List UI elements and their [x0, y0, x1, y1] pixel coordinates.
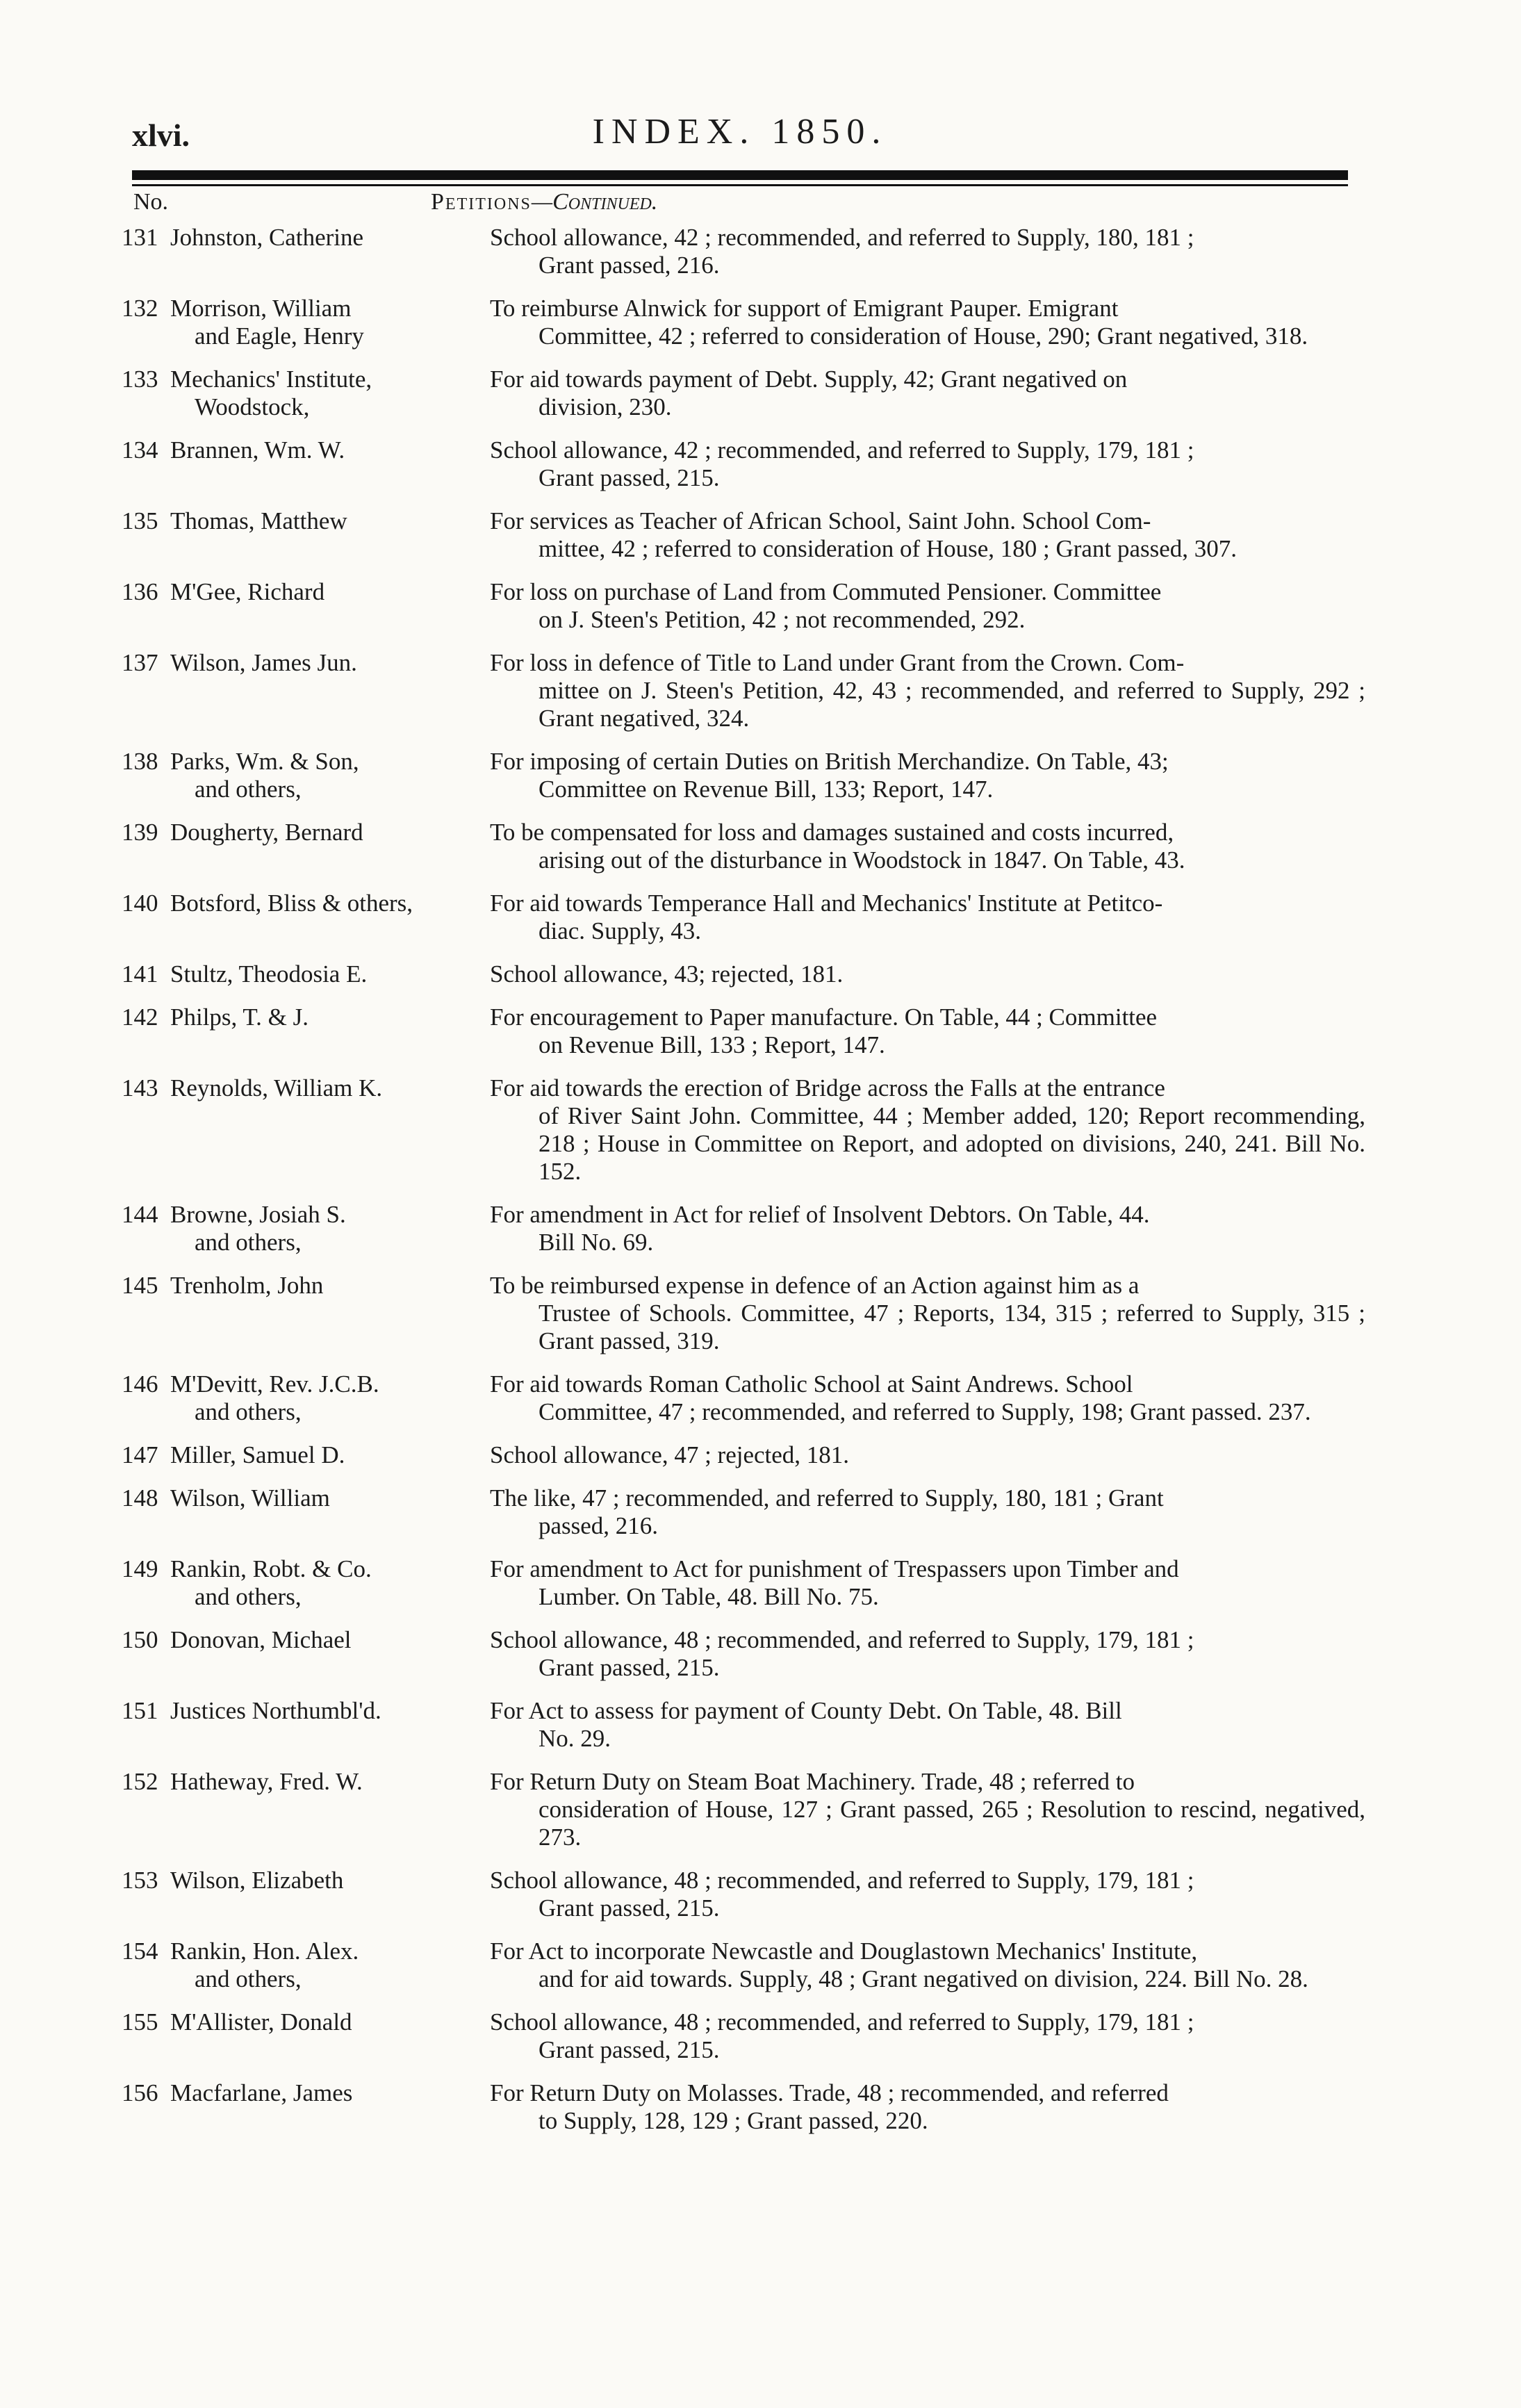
entry-number: 135 [122, 507, 158, 534]
petition-description-line: Committee on Revenue Bill, 133; Report, 147. [538, 776, 994, 803]
list-item [122, 1867, 1365, 1922]
petition-description [490, 1441, 1365, 1469]
petitioner-name-line: Browne, Josiah S. [170, 1201, 346, 1228]
petition-description [490, 748, 1365, 803]
petition-description [490, 890, 1365, 945]
entry-number: 156 [122, 2079, 158, 2106]
petitioner-name-line: Rankin, Robt. & Co. [170, 1555, 372, 1582]
petition-description [490, 295, 1365, 350]
petitioner-name-line: Stultz, Theodosia E. [170, 960, 368, 988]
entry-number: 152 [122, 1768, 158, 1795]
petition-description-line: School allowance, 48 ; recommended, and referred to Supply, 179, 181 ; [490, 1867, 1194, 1894]
list-item [122, 960, 1365, 988]
petition-description-line: Lumber. On Table, 48. Bill No. 75. [538, 1583, 879, 1610]
petition-description-line: Grant passed, 215. [538, 464, 720, 491]
petition-description [490, 578, 1365, 634]
petitioner-name-line: and others, [195, 1229, 302, 1256]
petitioner-name [170, 295, 490, 350]
petition-description-line: Committee, 47 ; recommended, and referred to Supply, 198; Grant passed. 237. [538, 1398, 1311, 1425]
petition-description-line: No. 29. [538, 1725, 611, 1752]
petitioner-name [170, 1555, 490, 1611]
petitioner-name [170, 1272, 490, 1355]
entry-number: 141 [122, 960, 158, 988]
petition-description-line: For Return Duty on Steam Boat Machinery. Trade, 48 ; referred to [490, 1768, 1135, 1795]
list-item [122, 507, 1365, 563]
petition-description-line: School allowance, 48 ; recommended, and referred to Supply, 179, 181 ; [490, 2008, 1194, 2036]
petitioner-name-line: M'Gee, Richard [170, 578, 325, 605]
petitioner-name-line: and others, [195, 1965, 302, 1992]
petitioner-name-line: Miller, Samuel D. [170, 1441, 345, 1468]
petitioner-name [170, 960, 490, 988]
entry-number: 154 [122, 1938, 158, 1965]
petitioner-name [170, 1626, 490, 1682]
petitioner-name-line: and others, [195, 776, 302, 803]
petition-description-line: For services as Teacher of African School, Saint John. School Com- [490, 507, 1151, 534]
petition-description [490, 1768, 1365, 1851]
entry-number: 140 [122, 890, 158, 917]
list-item [122, 1074, 1365, 1186]
entry-number: 153 [122, 1867, 158, 1894]
section-heading [431, 189, 657, 215]
entry-number: 138 [122, 748, 158, 775]
petition-description-line: For amendment to Act for punishment of Trespassers upon Timber and [490, 1555, 1179, 1582]
entry-number: 139 [122, 819, 158, 846]
petitioner-name [170, 1201, 490, 1256]
list-item [122, 649, 1365, 732]
petition-description-line: consideration of House, 127 ; Grant passed, 265 ; Resolution to rescind, negatived, 273. [538, 1796, 1365, 1851]
entry-number: 151 [122, 1697, 158, 1724]
petition-description-line: For loss on purchase of Land from Commuted Pensioner. Committee [490, 578, 1162, 605]
petitioner-name-line: Reynolds, William K. [170, 1074, 383, 1101]
petitioner-name [170, 366, 490, 421]
petition-description-line: Grant passed, 215. [538, 1894, 720, 1922]
entry-number: 148 [122, 1484, 158, 1512]
petitioner-name-line: Macfarlane, James [170, 2079, 353, 2106]
entry-number: 155 [122, 2008, 158, 2036]
petition-description-line: For amendment in Act for relief of Insolvent Debtors. On Table, 44. [490, 1201, 1150, 1228]
list-item [122, 748, 1365, 803]
petitioner-name-line: Mechanics' Institute, [170, 366, 372, 393]
petitioner-name-line: Trenholm, John [170, 1272, 324, 1299]
list-item [122, 1441, 1365, 1469]
petition-description [490, 2079, 1365, 2135]
petitioner-name [170, 1004, 490, 1059]
list-item [122, 295, 1365, 350]
petitioner-name [170, 1697, 490, 1753]
petition-description [490, 819, 1365, 874]
entry-number: 147 [122, 1441, 158, 1468]
petitioner-name-line: Wilson, Elizabeth [170, 1867, 344, 1894]
petition-description-line: For Return Duty on Molasses. Trade, 48 ; recommended, and referred [490, 2079, 1169, 2106]
entry-number: 142 [122, 1004, 158, 1031]
entry-number: 143 [122, 1074, 158, 1101]
petition-description-line: diac. Supply, 43. [538, 917, 701, 944]
header-rule-thick [132, 170, 1348, 180]
petition-description-line: For encouragement to Paper manufacture. On Table, 44 ; Committee [490, 1004, 1158, 1031]
petitioner-name-line: Rankin, Hon. Alex. [170, 1938, 359, 1965]
petition-description-line: The like, 47 ; recommended, and referred to Supply, 180, 181 ; Grant [490, 1484, 1164, 1512]
entry-number: 134 [122, 436, 158, 464]
petition-list [122, 224, 1365, 2150]
petitioner-name-line: Wilson, James Jun. [170, 649, 357, 676]
petitioner-name-line: Woodstock, [195, 393, 310, 420]
petitioner-name-line: Wilson, William [170, 1484, 330, 1512]
petitioner-name-line: Philps, T. & J. [170, 1004, 309, 1031]
petitioner-name-line: Justices Northumbl'd. [170, 1697, 381, 1724]
petitioner-name-line: Parks, Wm. & Son, [170, 748, 359, 775]
petitioner-name [170, 224, 490, 279]
list-item [122, 1201, 1365, 1256]
page-number: xlvi. [132, 117, 190, 153]
petition-description [490, 366, 1365, 421]
list-item [122, 1484, 1365, 1540]
petition-description-line: Grant passed, 215. [538, 1654, 720, 1681]
petitioner-name [170, 649, 490, 732]
petition-description [490, 649, 1365, 732]
petitioner-name-line: and others, [195, 1398, 302, 1425]
petitioner-name-line: Dougherty, Bernard [170, 819, 363, 846]
page-title: INDEX. 1850. [592, 112, 888, 151]
petition-description [490, 2008, 1365, 2064]
petition-description-line: on J. Steen's Petition, 42 ; not recommended, 292. [538, 606, 1026, 633]
list-item [122, 436, 1365, 492]
petition-description-line: To be reimbursed expense in defence of an Action against him as a [490, 1272, 1140, 1299]
petition-description [490, 1370, 1365, 1426]
petition-description-line: division, 230. [538, 393, 672, 420]
petition-description-line: For Act to incorporate Newcastle and Douglastown Mechanics' Institute, [490, 1938, 1198, 1965]
petitioner-name-line: Johnston, Catherine [170, 224, 364, 251]
petition-description [490, 1867, 1365, 1922]
petition-description-line: School allowance, 42 ; recommended, and referred to Supply, 180, 181 ; [490, 224, 1194, 251]
entry-number: 150 [122, 1626, 158, 1653]
list-item [122, 1697, 1365, 1753]
petitioner-name-line: and Eagle, Henry [195, 322, 364, 350]
petition-description [490, 224, 1365, 279]
list-item [122, 2079, 1365, 2135]
list-item [122, 819, 1365, 874]
entry-number: 146 [122, 1370, 158, 1398]
petitioner-name-line: Thomas, Matthew [170, 507, 347, 534]
petitioner-name [170, 1938, 490, 1993]
list-item [122, 1004, 1365, 1059]
petitioner-name-line: M'Allister, Donald [170, 2008, 352, 2036]
petitioner-name-line: M'Devitt, Rev. J.C.B. [170, 1370, 379, 1398]
petitioner-name-line: Brannen, Wm. W. [170, 436, 345, 464]
petition-description-line: passed, 216. [538, 1512, 659, 1539]
entry-number: 144 [122, 1201, 158, 1228]
petition-description [490, 1626, 1365, 1682]
petitioner-name [170, 2008, 490, 2064]
petition-description-line: School allowance, 42 ; recommended, and referred to Supply, 179, 181 ; [490, 436, 1194, 464]
petition-description-line: Grant passed, 215. [538, 2036, 720, 2063]
list-item [122, 1370, 1365, 1426]
petition-description [490, 1697, 1365, 1753]
petition-description [490, 507, 1365, 563]
list-item [122, 366, 1365, 421]
petition-description [490, 436, 1365, 492]
list-item [122, 1938, 1365, 1993]
list-item [122, 1626, 1365, 1682]
petition-description-line: Trustee of Schools. Committee, 47 ; Reports, 134, 315 ; referred to Supply, 315 ; Grant passed, 319. [538, 1300, 1365, 1354]
petitioner-name [170, 1370, 490, 1426]
petition-description-line: For aid towards Roman Catholic School at Saint Andrews. School [490, 1370, 1133, 1398]
petitioner-name [170, 1768, 490, 1851]
petition-description [490, 1201, 1365, 1256]
petition-description-line: For loss in defence of Title to Land under Grant from the Crown. Com- [490, 649, 1185, 676]
petition-description-line: School allowance, 48 ; recommended, and referred to Supply, 179, 181 ; [490, 1626, 1194, 1653]
petition-description-line: arising out of the disturbance in Woodstock in 1847. On Table, 43. [538, 846, 1185, 874]
petition-description-line: For aid towards the erection of Bridge across the Falls at the entrance [490, 1074, 1165, 1101]
petition-description-line: To be compensated for loss and damages sustained and costs incurred, [490, 819, 1174, 846]
list-item [122, 890, 1365, 945]
column-heading-no: No. [133, 189, 169, 215]
petitioner-name [170, 436, 490, 492]
petitioner-name [170, 507, 490, 563]
petitioner-name [170, 1867, 490, 1922]
petitioner-name [170, 890, 490, 945]
list-item [122, 1272, 1365, 1355]
petition-description-line: of River Saint John. Committee, 44 ; Member added, 120; Report recommending, 218 ; House in Committee on Report, and adopted on divisions, 240, 241. Bill No. 152. [538, 1102, 1365, 1185]
petitioner-name-line: Botsford, Bliss & others, [170, 890, 413, 917]
petitioner-name-line: Donovan, Michael [170, 1626, 352, 1653]
entry-number: 133 [122, 366, 158, 393]
entry-number: 149 [122, 1555, 158, 1582]
petition-description-line: to Supply, 128, 129 ; Grant passed, 220. [538, 2107, 928, 2134]
petition-description [490, 1938, 1365, 1993]
section-title: Petitions [431, 189, 532, 215]
petition-description [490, 1004, 1365, 1059]
petition-description-line: Grant passed, 216. [538, 252, 720, 279]
petition-description-line: mittee on J. Steen's Petition, 42, 43 ; recommended, and referred to Supply, 292 ; Grant negatived, 324. [538, 677, 1365, 732]
petition-description [490, 1555, 1365, 1611]
petitioner-name [170, 578, 490, 634]
header-rule-thin [132, 184, 1348, 186]
petition-description-line: School allowance, 43; rejected, 181. [490, 960, 844, 988]
petition-description-line: mittee, 42 ; referred to consideration of House, 180 ; Grant passed, 307. [538, 535, 1238, 562]
list-item [122, 578, 1365, 634]
petition-description [490, 960, 1365, 988]
list-item [122, 1768, 1365, 1851]
petition-description-line: and for aid towards. Supply, 48 ; Grant negatived on division, 224. Bill No. 28. [538, 1965, 1308, 1992]
petitioner-name [170, 1441, 490, 1469]
entry-number: 136 [122, 578, 158, 605]
section-continued: —Continued. [531, 189, 658, 215]
entry-number: 131 [122, 224, 158, 251]
petitioner-name [170, 1074, 490, 1186]
petition-description-line: School allowance, 47 ; rejected, 181. [490, 1441, 850, 1468]
entry-number: 132 [122, 295, 158, 322]
petitioner-name-line: Hatheway, Fred. W. [170, 1768, 363, 1795]
entry-number: 145 [122, 1272, 158, 1299]
petition-description-line: For aid towards payment of Debt. Supply, 42; Grant negatived on [490, 366, 1128, 393]
petition-description-line: Bill No. 69. [538, 1229, 654, 1256]
petition-description-line: on Revenue Bill, 133 ; Report, 147. [538, 1031, 885, 1058]
petition-description-line: Committee, 42 ; referred to consideration of House, 290; Grant negatived, 318. [538, 322, 1308, 350]
list-item [122, 2008, 1365, 2064]
list-item [122, 224, 1365, 279]
petition-description-line: For aid towards Temperance Hall and Mechanics' Institute at Petitco- [490, 890, 1163, 917]
petitioner-name-line: and others, [195, 1583, 302, 1610]
petition-description-line: For Act to assess for payment of County Debt. On Table, 48. Bill [490, 1697, 1122, 1724]
petitioner-name [170, 819, 490, 874]
petition-description [490, 1484, 1365, 1540]
petitioner-name [170, 1484, 490, 1540]
petitioner-name-line: Morrison, William [170, 295, 352, 322]
page-header [132, 111, 1348, 167]
petition-description-line: To reimburse Alnwick for support of Emigrant Pauper. Emigrant [490, 295, 1119, 322]
petitioner-name [170, 748, 490, 803]
petitioner-name [170, 2079, 490, 2135]
petition-description-line: For imposing of certain Duties on British Merchandize. On Table, 43; [490, 748, 1169, 775]
petition-description [490, 1074, 1365, 1186]
petition-description [490, 1272, 1365, 1355]
entry-number: 137 [122, 649, 158, 676]
list-item [122, 1555, 1365, 1611]
